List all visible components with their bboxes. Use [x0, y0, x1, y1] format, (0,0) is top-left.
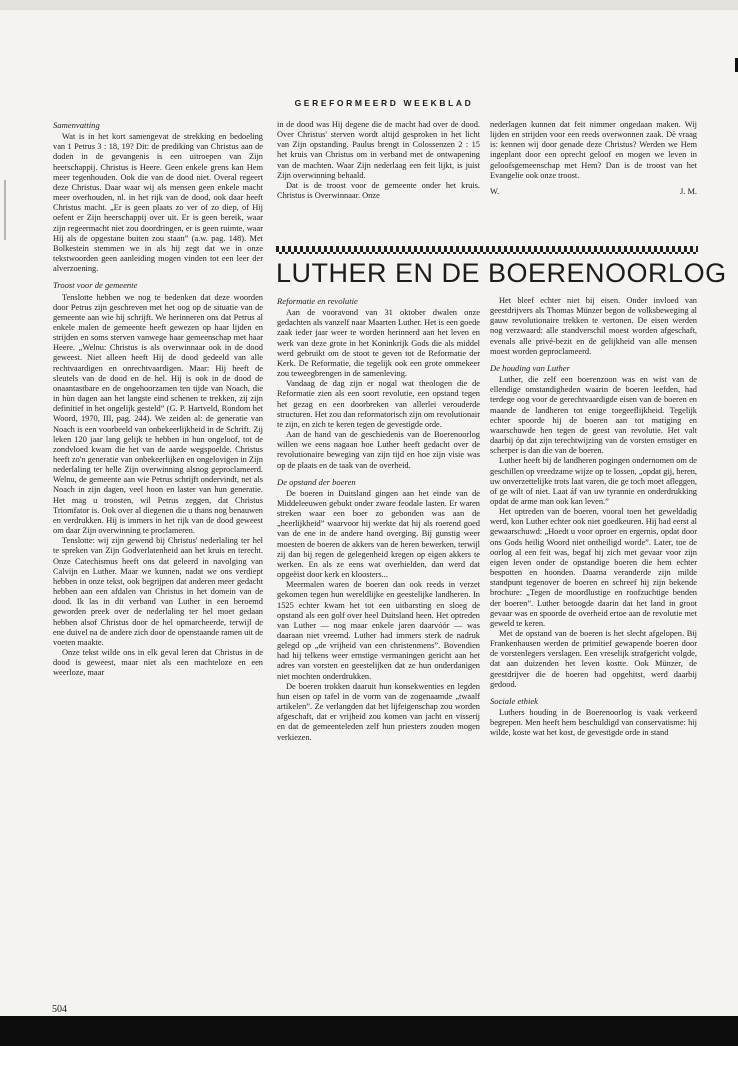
paragraph: Luther heeft bij de landheren pogingen ondernomen om de geschillen op vreedzame wijze op te lossen, „opdat gij, heren, uw onverzettelijke trots laat varen, die ge toch moet afleggen, of ge wilt of niet. Laat áf van uw tyrannie en onderdrukking opdat de arme man ook kan leven.” [490, 456, 697, 506]
section-heading-opstand: De opstand der boeren [277, 476, 356, 487]
paragraph: in de dood was Hij degene die de macht had over de dood. Over Christus' sterven wordt altijd gesproken in het licht van Zijn opstanding. Paulus brengt in Colossenzen 2 : 15 het kruis van Christus om in verband met de ontwapening van de machten. Waar Zijn nederlaag een feit lijkt, is juist Zijn overwinning behaald. [277, 120, 480, 180]
paragraph: Met de opstand van de boeren is het slecht afgelopen. Bij Frankenhausen werden de primitief gewapende boeren door de vorstenlegers verslagen. Een vreselijk strafgericht volgde, dat aan duizenden het leven kostte. Ook Münzer, de geestdrijver die de boeren had opgehitst, werd daarbij gedood. [490, 629, 697, 689]
paragraph: Dat is de troost voor de gemeente onder het kruis. Christus is Overwinnaar. Onze [277, 180, 480, 201]
paragraph: Vandaag de dag zijn er nogal wat theologen die de Reformatie zien als een soort revolutie, een opstand tegen het gezag en een doorbreken van allerlei verouderde structuren. Het zou dan reformatorisch zijn om revolutionair te zijn, en zich te keren tegen de gevestigde orde. [277, 379, 480, 429]
section-heading-reformatie: Reformatie en revolutie [277, 296, 358, 306]
section-heading-samenvatting: Samenvatting [53, 120, 100, 130]
signature-line [490, 187, 697, 197]
paragraph: nederlagen kunnen dat feit nimmer ongedaan maken. Wij lijden en strijden voor een reeds overwonnen zaak. Dè vraag is: kennen wij door genade deze Christus? Werden we Hem ingeplant door een oprecht geloof en mogen we leven in geloofsgemeenschap met Hem? Dan is de troost van het Evangelie ook onze troost. [490, 120, 697, 180]
paragraph: Het optreden van de boeren, vooral toen het geweldadig werd, kon Luther echter ook niet goedkeuren. Hij had eerst al gewaarschuwd: „Hoedt u voor oproer en ergernis, opdat door ons Gods heilig Woord niet ontheiligd worde”. Later, toe de oorlog al een feit was, begaf hij zich met gevaar voor zijn eigen leven onder de opstandige boeren die hem echter bespotten en hoonden. Daarna veranderde zijn milde standpunt tegenover de boeren en schreef hij zijn bekende brochure: „Tegen de moordlustige en roofzuchtige benden der boeren”. Luther betoogde daarin dat het land in groot gevaar was en spoorde de overheid ertoe aan de revolutie met geweld te keren. [490, 507, 697, 628]
scan-bottom-edge [0, 1016, 738, 1046]
scan-top-margin [0, 0, 738, 10]
section-heading-sociale-ethiek: Sociale ethiek [490, 695, 538, 706]
section-heading-houding: De houding van Luther [490, 362, 570, 373]
paragraph: Luther, die zelf een boerenzoon was en wist van de ellendige omstandigheden waarin de boeren leefden, had terdege oog voor de gerechtvaardigde eisen van de boeren en maande de landheren tot enige toegeeflijkheid. Tegelijk echter spoorde hij de boeren aan tot matiging en waarschuwde hen tegen de geest van revolutie. Het valt daarbij óp dat zijn terechtwijzing van de vorsten ernstiger en scherper is dan die van de boeren. [490, 375, 697, 456]
column-3 [490, 120, 697, 232]
page-number: 504 [52, 1004, 67, 1015]
running-header: GEREFORMEERD WEEKBLAD [294, 98, 474, 108]
column-1 [53, 120, 263, 990]
paragraph: Wat is in het kort samengevat de strekking en bedoeling van 1 Petrus 3 : 18, 19? Dit: de prediking van Christus aan de doden in de gevangenis is een uitroepen van Zijn heerschappij. Christus is Heere. Geen enkele grens kan Hem meer tegenhouden. Ook die van de dood niet. Overal regeert deze Christus. Daar waar wij als mensen geen enkele macht meer overhouden, nl. in het rijk van de dood, ook daar heeft Christus macht. „Er is geen plaats zo ver of zo diep, of Hij oefent er Zijn heerschappij over uit. Er is geen bereik, waar zijn regeermacht niet zou doordringen, er is geen ruimte, waar Hij als de opgestane buiten zou staan” (a.w. pag. 148). Met Bolkestein stemmen we in als hij zegt dat we in onze tekstwoorden geen aanleiding mogen vinden tot een leer der alverzoening. [53, 132, 263, 274]
section-heading-troost: Troost voor de gemeente [53, 280, 138, 291]
decorative-divider-lower [276, 252, 698, 254]
scan-edge-mark [4, 180, 6, 240]
paragraph: Onze tekst wilde ons in elk geval leren dat Christus in de dood is geweest, maar niet als een machteloze en een weerloze, maar [53, 647, 263, 678]
article-column-1 [277, 296, 480, 986]
paragraph: Het bleef echter niet bij eisen. Onder invloed van geestdrijvers als Thomas Münzer begon de volksbeweging al gauw revolutionaire trekken te vertonen. De eisen werden nog verzwaard: alle standverschil moest worden afgeschaft, evenals alle privé-bezit en de gelijkheid van alle mensen moest worden geproclameerd. [490, 296, 697, 356]
article-column-2 [490, 296, 697, 986]
column-2 [277, 120, 480, 232]
paragraph: Luthers houding in de Boerenoorlog is vaak verkeerd begrepen. Men heeft hem beschuldigd van conservatisme: hij wilde, koste wat het kost, de gevestigde orde in stand [490, 708, 697, 738]
author-initials: J. M. [680, 186, 697, 196]
paragraph: Meermalen waren de boeren dan ook reeds in verzet gekomen tegen hun wereldlijke en geestelijke landheren. In 1525 echter kwam het tot een uitbarsting en sloeg de opstand als een golf over heel Duitsland heen. Het optreden van Luther — nog maar enkele jaren daarvóór — was daaraan niet vreemd. Luther had immers sterk de nadruk gelegd op „de vrijheid van een christenmens”. Bovendien had hij telkens weer ernstige vermaningen gericht aan het adres van vorsten en geestelijken dat ze hun onderdanigen niet mochten onderdrukken. [277, 580, 480, 681]
paragraph: Tenslotte hebben we nog te bedenken dat deze woorden door Petrus zijn geschreven met het oog op de situatie van de gemeente aan wie hij schrijft. We herinneren ons dat Petrus al enkele malen de gemeente heeft gewezen op haar lijden en strijden en soms sterven vanwege haar gemeenschap met haar Heere. „Welnu: Christus is als overwinnaar ook in de dood geweest. Niet alleen heeft Hij de dood gedeeld van alle rechtvaardigen en onrechtvaardigen. Maar: Hij heeft de sleutels van de dood en de hel. Hij is ook in de dood de onaantastbare en de ongehoorzamen ten tijde van Noach, die in hùn dagen aan het langste eind schenen te trekken, zij zijn definitief in het ongelijk gesteld” (G. P. Hartveld, Rondom het Woord, 1970, III, pag. 244). We zeiden al: de generatie van Noach is een voorbeeld van onbekeerlijkheid in de Schrift. Zij leken 120 jaar lang gelijk te hebben in hun ongeloof, tot de zondvloed kwam die het van de aarde wegspoelde. Christus heeft zo'n generatie van onbekeerlijken en ongelovigen in Zijn nederlaling ter helle Zijn overwinning alsnog geproclameerd. Welnu, de gemeente aan wie Petrus schrijft ondervindt, net als Noach in zijn dagen, veel hoon en laster van hun generatie. Het mag u troosten, wil Petrus zeggen, dat Christus Triomfator is. Ook over al diegenen die u thans nog benauwen en verdrukken. Hij is immers in het rijk van de dood geweest om daar Zijn overwinning te proclameren. [53, 292, 263, 536]
scan-bottom-margin [0, 1046, 738, 1068]
signature-initial: W. [490, 186, 500, 196]
paragraph: Aan de vooravond van 31 oktober dwalen onze gedachten als vanzelf naar Maarten Luther. Het is een goede zaak ieder jaar weer te worden herinnerd aan het leven en werk van deze grote in het Koninkrijk Gods die als middel werd gebruikt om de stoot te geven tot de Reformatie der Kerk. De Reformatie, die tegelijk ook een grote ommekeer zou teweegbrengen in de samenleving. [277, 308, 480, 379]
paragraph: De boeren trokken daaruit hun konsekwenties en legden hun eisen op tafel in de vorm van de zogenaamde „twaalf artikelen”. Ze verlangden dat het lijfeigenschap zou worden afgeschaft, dat er vrijheid zou komen van jacht en visserij en dat de gemeenteleden zelf hun priesters zouden mogen verkiezen. [277, 681, 480, 742]
paragraph: De boeren in Duitsland gingen aan het einde van de Middeleeuwen gebukt onder zware feodale lasten. Er waren streken waar een boer zo gebonden was aan de „heerlijkheid” waarvoor hij werkte dat hij als roerend goed van de ene in de andere hand overging. Bij gunstig weer moesten de boeren de akkers van de heren bewerken, terwijl zij dan bij regen de gelegenheid kregen op eigen akkers te werken. En als ze eens wat overhielden, dan werd dat opgeëist door kerk en kloosters... [277, 488, 480, 580]
paragraph: Tenslotte: wij zijn gewend bij Christus' nederlaling ter hel te spreken van Zijn Godverlatenheid aan het kruis en terecht. Onze Catechismus heeft ons dat geleerd in navolging van Calvijn en Luther. Maar we kunnen, nadat we ons verdiept hebben in onze tekst, ook begrijpen dat anderen meer gedacht hebben aan een afdalen van Christus in het domein van de dood. Ik las in dit verband van Luther in een beroemd geworden preek over de nederlaling ter hel moet gedaan hebben alsof Christus door de hel opmarcheerde, terwijl de ene duivel na de andere zich door de openstaande ramen uit de voeten maakte. [53, 536, 263, 647]
article-title: LUTHER EN DE BOERENOORLOG [276, 258, 727, 288]
paragraph: Aan de hand van de geschiedenis van de Boerenoorlog willen we eens nagaan hoe Luther heeft gedacht over de revolutionaire beweging van zijn tijd en hoe zijn visie was op de plaats en de taak van de overheid. [277, 430, 480, 470]
